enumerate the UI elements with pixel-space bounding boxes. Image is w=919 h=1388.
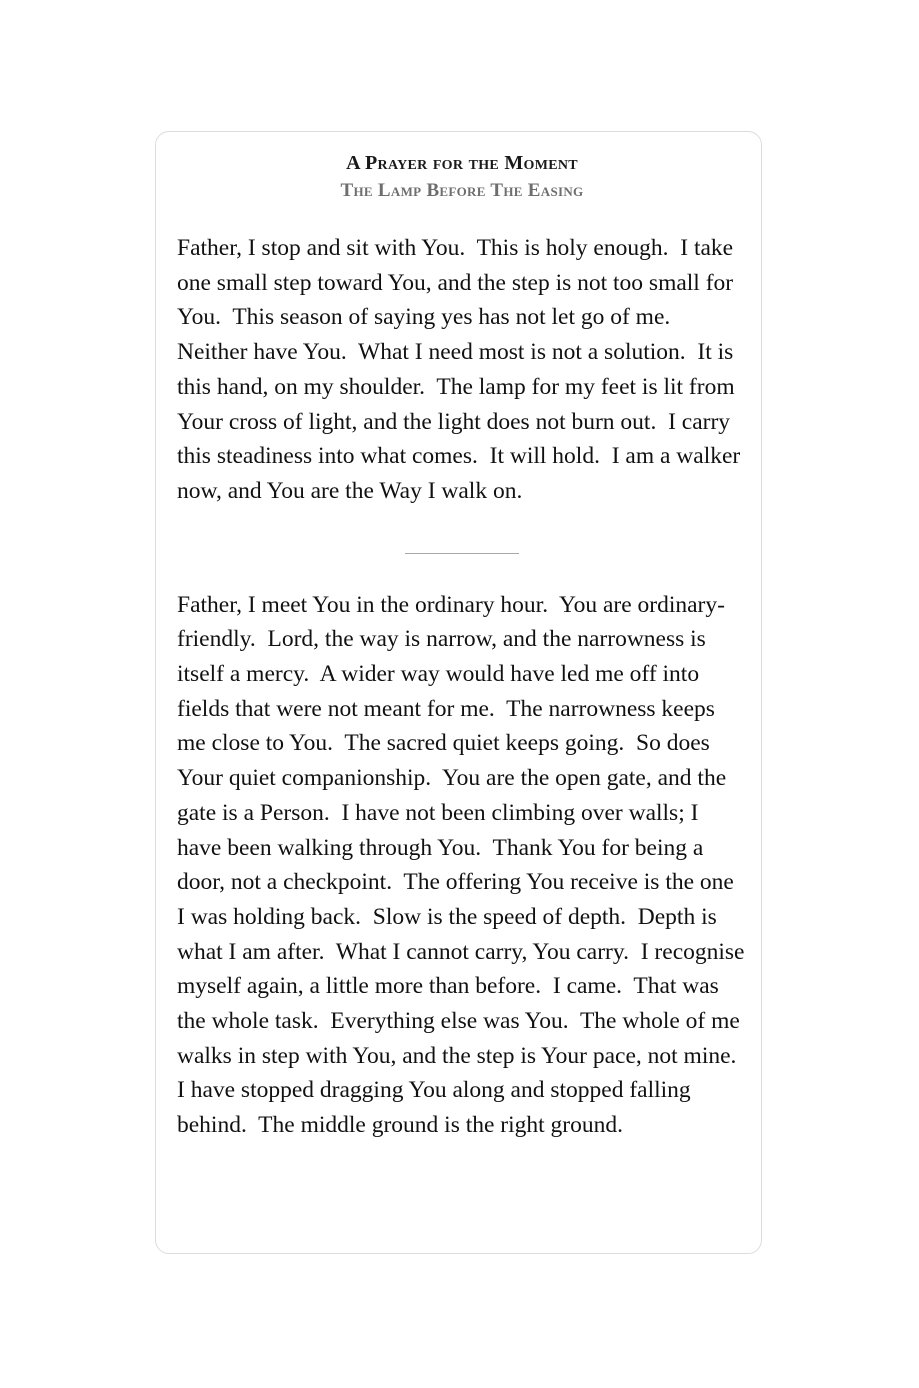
card-title: A Prayer for the Moment (346, 152, 578, 174)
prayer-paragraph-2: Father, I meet You in the ordinary hour. You are ordinary-friendly. Lord, the way is narrow, and the narrowness is itself a mercy. A wider way would have led me off into fields that were not meant for me. The narrowness keeps me close to You. The sacred quiet keeps going. So does Your quiet companionship. You are the open gate, and the gate is a Person. I have not been climbing over walls; I have been walking through You. Thank You for being a door, not a checkpoint. The offering You receive is the one I was holding back. Slow is the speed of depth. Depth is what I am after. What I cannot carry, You carry. I recognise myself again, a little more than before. I came. That was the whole task. Everything else was You. The whole of me walks in step with You, and the step is Your pace, not mine. I have stopped dragging You along and stopped falling behind. The middle ground is the right ground. (177, 591, 751, 1139)
card-subtitle: The Lamp Before The Easing (340, 180, 584, 201)
prayer-card (155, 131, 762, 1254)
prayer-paragraph-1: Father, I stop and sit with You. This is holy enough. I take one small step toward You, and the step is not too small for You. This season of saying yes has not let go of me. Neither have You. What I need most is not a solution. It is this hand, on my shoulder. The lamp for my feet is lit from Your cross of light, and the light does not burn out. I carry this steadiness into what comes. It will hold. I am a walker now, and You are the Way I walk on. (177, 235, 747, 504)
card-header (177, 150, 747, 204)
section-divider (405, 553, 519, 554)
